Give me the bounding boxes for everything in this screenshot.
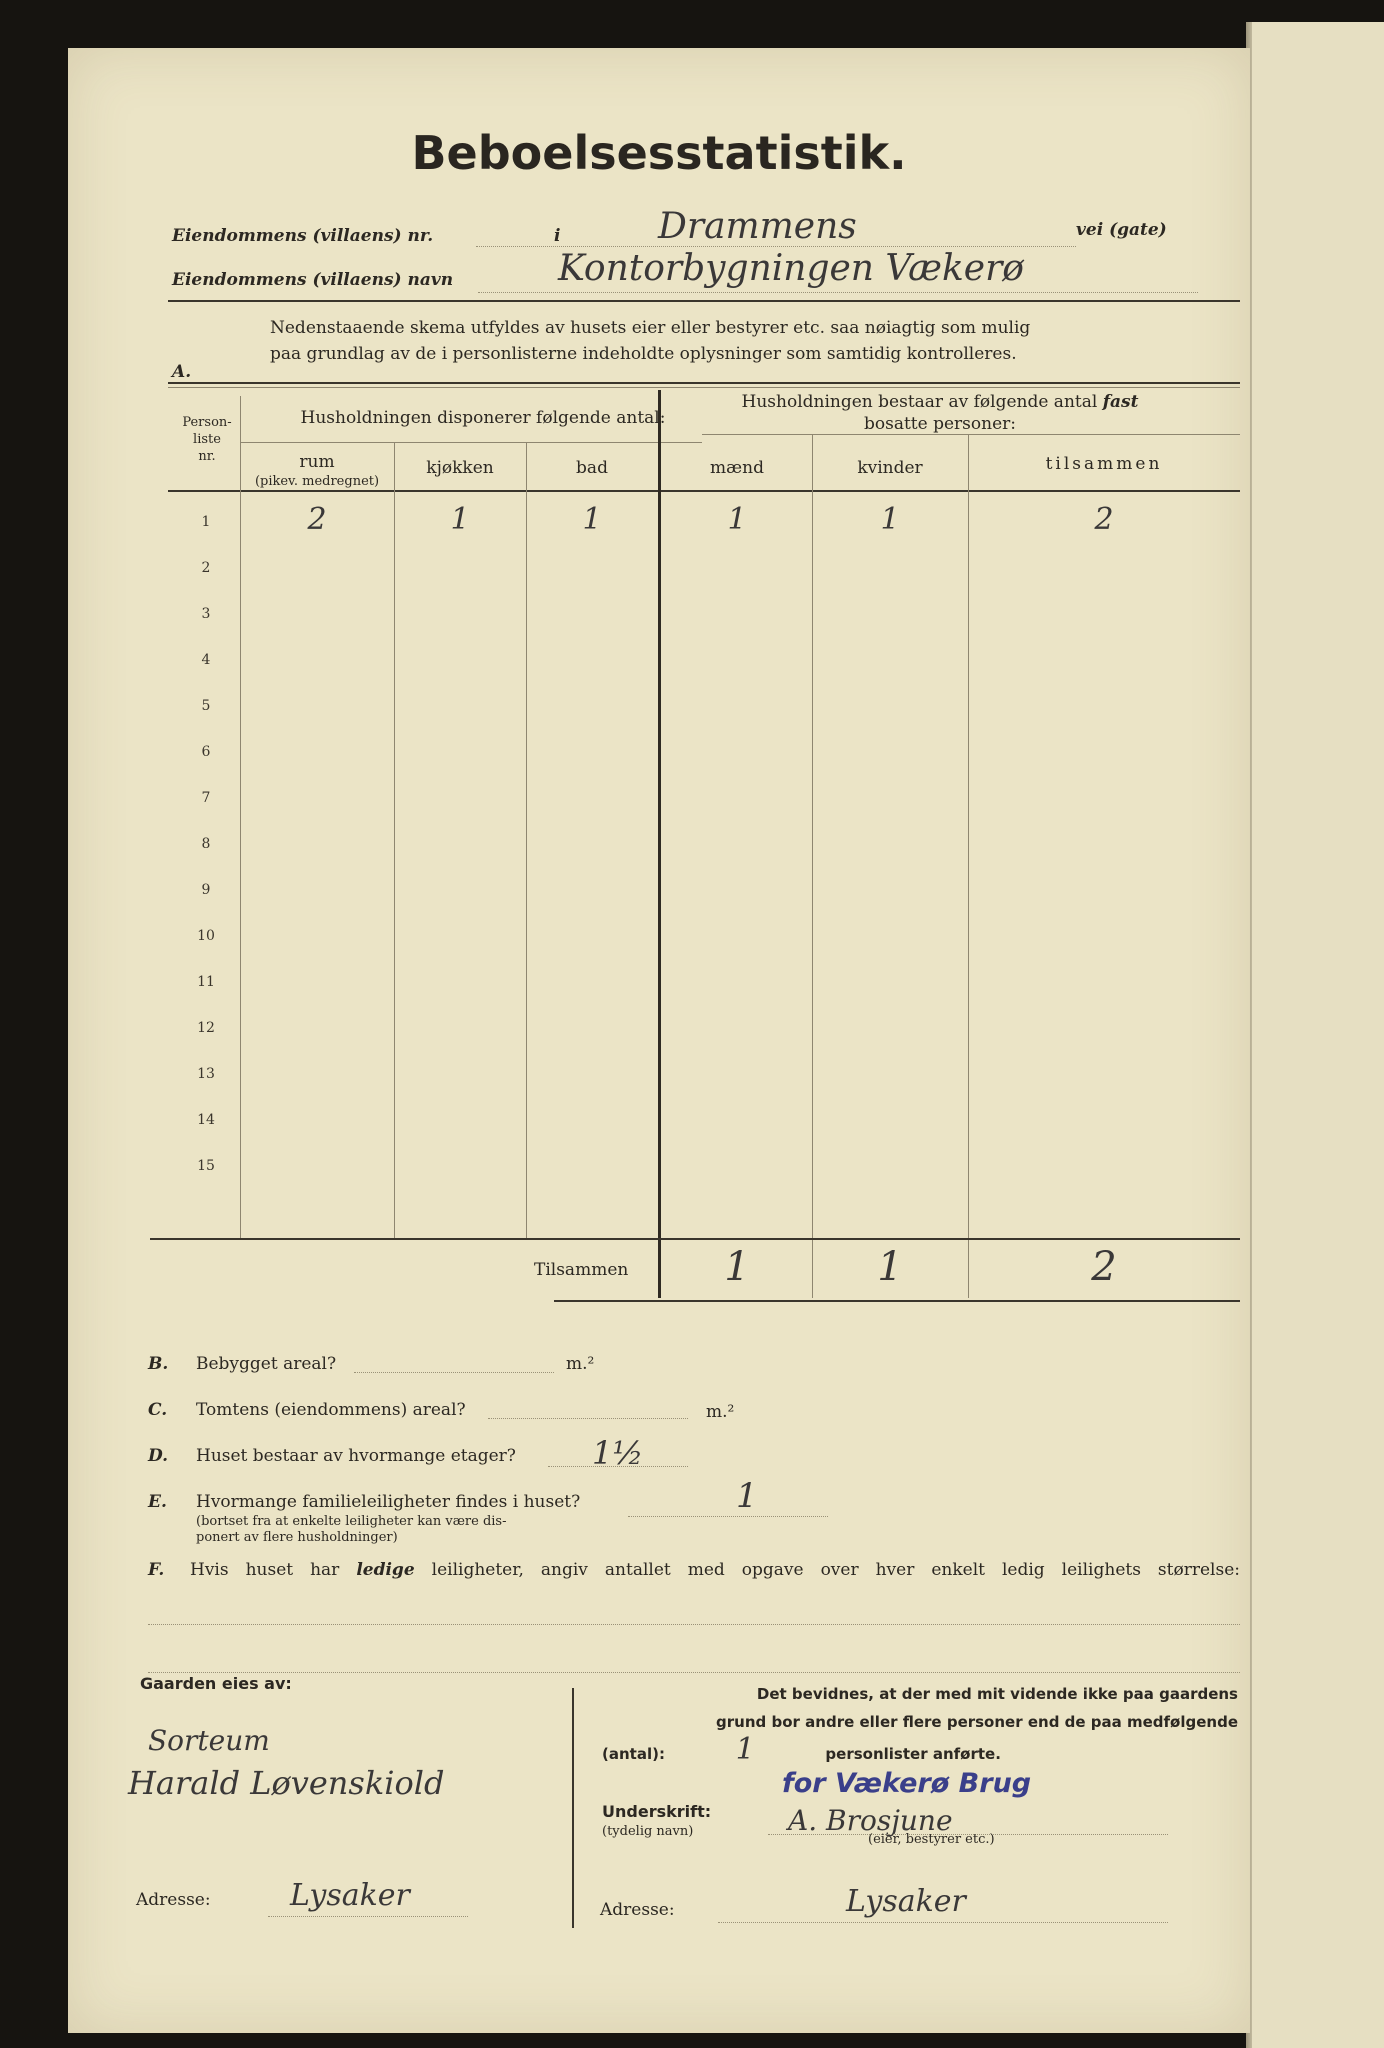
cert-line2: grund bor andre eller flere personer end de paa medfølgende [716, 1713, 1238, 1731]
total-kvinder: 1 [877, 1244, 903, 1290]
q-f-post: leiligheter, angiv antallet med opgave over hver enkelt ledig leilighets størrelse: [431, 1560, 1240, 1580]
form-page [68, 48, 1250, 2033]
name-line [478, 292, 1198, 293]
form-title: Beboelsesstatistik. [411, 126, 907, 180]
section-divider [572, 1688, 574, 1928]
q-b-unit: m.² [566, 1354, 595, 1374]
section-a-letter: A. [172, 362, 192, 382]
col-kvinder: kvinder [857, 458, 923, 478]
instruction-line1: Nedenstaaende skema utfyldes av husets eier eller bestyrer etc. saa nøiagtig som mulig [270, 318, 1031, 338]
subheader-rule-right [702, 434, 1240, 435]
property-i-label: i [554, 226, 561, 246]
q-b-line [354, 1372, 554, 1373]
col-bad: bad [576, 458, 608, 478]
owner-address-label: Adresse: [136, 1890, 211, 1910]
group2-header-line2: bosatte personer: [864, 414, 1016, 434]
total-tilsammen: 2 [1091, 1244, 1117, 1290]
vline-rum [394, 442, 395, 1238]
q-c-unit: m.² [706, 1402, 735, 1422]
q-e-value: 1 [736, 1476, 758, 1516]
row-number: 4 [201, 652, 211, 668]
vline-kvinder [968, 434, 969, 1298]
col-rum: rum [299, 452, 335, 472]
q-e-line [628, 1516, 828, 1517]
row-number: 14 [197, 1112, 215, 1128]
table-top-rule2 [168, 387, 1240, 388]
col-rum-sub: (pikev. medregnet) [254, 474, 380, 489]
owner-address-line [268, 1916, 468, 1917]
q-e-text: Hvormange familieleiligheter findes i huset? [196, 1492, 581, 1512]
row-number: 5 [201, 698, 211, 714]
next-page-edge [1252, 22, 1384, 2048]
row-number: 1 [201, 514, 211, 530]
row-number: 8 [201, 836, 211, 852]
cert-address-value: Lysaker [846, 1884, 966, 1919]
q-f-line2 [148, 1672, 1240, 1673]
row1-maend: 1 [727, 502, 747, 537]
owner-address-value: Lysaker [290, 1878, 410, 1913]
owner-sig-line1: Sorteum [148, 1724, 270, 1757]
row-number: 2 [201, 560, 211, 576]
group2-em: fast [1102, 392, 1139, 412]
cert-antal-label: (antal): [602, 1745, 665, 1763]
q-e-note1: (bortset fra at enkelte leiligheter kan være dis- [196, 1514, 507, 1529]
q-d-text: Huset bestaar av hvormange etager? [196, 1446, 516, 1466]
property-nr-label: Eiendommens (villaens) nr. [172, 226, 434, 246]
vline-maend [812, 434, 813, 1298]
q-c-letter: C. [148, 1400, 168, 1420]
q-f-text [190, 1560, 1240, 1580]
property-name-label: Eiendommens (villaens) navn [172, 270, 454, 290]
table-top-rule [168, 382, 1240, 384]
cert-line3 [602, 1732, 1238, 1768]
totals-bottom-rule [554, 1300, 1240, 1302]
col-tilsammen: tilsammen [1045, 454, 1163, 474]
q-b-text: Bebygget areal? [196, 1354, 337, 1374]
certification-text [602, 1680, 1238, 1768]
row-number: 15 [197, 1158, 215, 1174]
q-f-letter: F. [148, 1560, 165, 1580]
q-e-note2: ponert av flere husholdninger) [196, 1530, 398, 1545]
q-e-letter: E. [148, 1492, 167, 1512]
signature-sub: (tydelig navn) [602, 1824, 694, 1839]
signature-label: Underskrift: [602, 1802, 712, 1821]
row-number: 7 [201, 790, 211, 806]
col-person-l3: nr. [198, 449, 216, 464]
row1-kjokken: 1 [450, 502, 470, 537]
col-person-header [168, 414, 246, 465]
cert-address-label: Adresse: [600, 1900, 675, 1920]
row1-bad: 1 [582, 502, 602, 537]
group2-header-line1 [650, 392, 1230, 412]
owner-sig-line2: Harald Løvenskiold [128, 1764, 445, 1802]
total-maend: 1 [724, 1244, 750, 1290]
q-c-line [488, 1418, 688, 1419]
col-kjokken: kjøkken [426, 458, 494, 478]
col-person-l1: Person- [182, 415, 232, 430]
row-number: 11 [197, 974, 215, 990]
company-stamp: for Vækerø Brug [782, 1768, 1032, 1799]
group2-pre: Husholdningen bestaar av følgende antal [741, 392, 1098, 412]
q-d-value: 1½ [592, 1434, 644, 1472]
subheader-rule-left [240, 442, 702, 443]
vline-kjokken [526, 442, 527, 1238]
row1-kvinder: 1 [880, 502, 900, 537]
table-bottom-rule [150, 1238, 1240, 1240]
q-f-em: ledige [356, 1560, 415, 1580]
col-person-l2: liste [193, 432, 221, 447]
total-label: Tilsammen [534, 1260, 629, 1280]
q-d-letter: D. [148, 1446, 169, 1466]
q-c-text: Tomtens (eiendommens) areal? [196, 1400, 466, 1420]
row-number: 3 [201, 606, 211, 622]
group1-header: Husholdningen disponerer følgende antal: [300, 408, 666, 428]
q-f-line1 [148, 1624, 1240, 1625]
col-maend: mænd [710, 458, 764, 478]
rule-top [168, 300, 1240, 302]
row1-tilsammen: 2 [1094, 502, 1114, 537]
row-number: 13 [197, 1066, 215, 1082]
row1-rum: 2 [307, 502, 327, 537]
certifier-signature: A. Brosjune [788, 1804, 953, 1837]
row-number: 6 [201, 744, 211, 760]
property-name-value: Kontorbygningen Vækerø [558, 248, 1024, 289]
row-number: 12 [197, 1020, 215, 1036]
vline-divider [658, 390, 661, 1298]
row-number: 10 [197, 928, 215, 944]
cert-line3-post: personlister anførte. [825, 1745, 1001, 1763]
q-d-line [548, 1466, 688, 1467]
owner-label: Gaarden eies av: [140, 1674, 292, 1693]
q-b-letter: B. [148, 1354, 169, 1374]
instruction-line2: paa grundlag av de i personlisterne indeholdte oplysninger som samtidig kontrolleres. [270, 344, 1017, 364]
cert-line1: Det bevidnes, at der med mit vidende ikke paa gaardens [756, 1685, 1238, 1703]
header-bottom-rule [168, 490, 1240, 492]
cert-antal-value: 1 [735, 1732, 755, 1767]
street-value: Drammens [658, 206, 857, 247]
q-f-pre: Hvis huset har [190, 1560, 340, 1580]
nr-line [476, 246, 1076, 247]
cert-address-line [718, 1922, 1168, 1923]
row-number: 9 [201, 882, 211, 898]
role-note: (eier, bestyrer etc.) [868, 1832, 995, 1847]
street-suffix: vei (gate) [1076, 220, 1167, 240]
